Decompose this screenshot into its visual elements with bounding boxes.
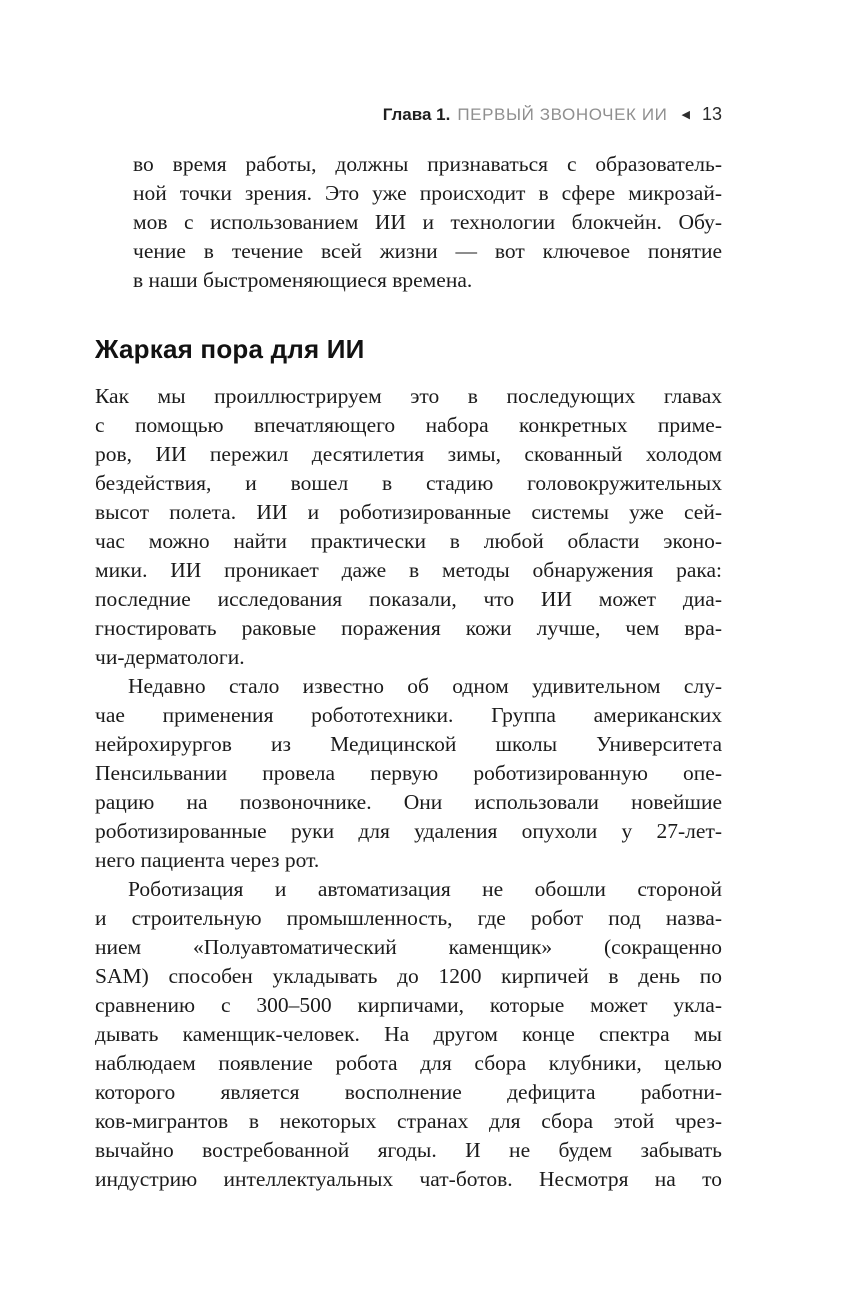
text-line: мов с использованием ИИ и технологии блокчейн. Обу- [133, 210, 722, 234]
text-line: час можно найти практически в любой области эконо- [95, 529, 722, 553]
text-line: наблюдаем появление робота для сбора клубники, целью [95, 1051, 722, 1075]
text-line: гностировать раковые поражения кожи лучше, чем вра- [95, 616, 722, 640]
text-line: бездействия, и вошел в стадию головокружительных [95, 471, 722, 495]
text-line: него пациента через рот. [95, 848, 320, 872]
text-line: нейрохирургов из Медицинской школы Университета [95, 732, 722, 756]
text-line: дывать каменщик-человек. На другом конце спектра мы [95, 1022, 722, 1046]
text-line: роботизированные руки для удаления опухоли у 27-лет- [95, 819, 722, 843]
text-line: индустрию интеллектуальных чат-ботов. Несмотря на то [95, 1167, 722, 1191]
chapter-label: Глава 1. [382, 104, 451, 124]
text-line: и строительную промышленность, где робот под назва- [95, 906, 722, 930]
text-line: чи-дерматологи. [95, 645, 245, 669]
text-line: ров, ИИ пережил десятилетия зимы, скованный холодом [95, 442, 722, 466]
text-line: мики. ИИ проникает даже в методы обнаружения рака: [95, 558, 722, 582]
body-text [95, 382, 722, 1194]
text-line: Как мы проиллюстрируем это в последующих главах [95, 384, 722, 408]
text-line: рацию на позвоночнике. Они использовали новейшие [95, 790, 722, 814]
text-line: Пенсильвании провела первую роботизированную опе- [95, 761, 722, 785]
paragraph [95, 875, 722, 1194]
page-header [95, 104, 722, 125]
text-line: Роботизация и автоматизация не обошли стороной [128, 877, 722, 901]
section-heading: Жаркая пора для ИИ [95, 334, 365, 364]
paragraph [95, 672, 722, 875]
text-line: ной точки зрения. Это уже происходит в сфере микрозай- [133, 181, 722, 205]
text-line: вычайно востребованной ягоды. И не будем забывать [95, 1138, 722, 1162]
text-line: чае применения робототехники. Группа американских [95, 703, 722, 727]
text-line: которого является восполнение дефицита работни- [95, 1080, 722, 1104]
text-line: ков-мигрантов в некоторых странах для сбора этой чрез- [95, 1109, 722, 1133]
text-line: высот полета. ИИ и роботизированные системы уже сей- [95, 500, 722, 524]
paragraph [95, 382, 722, 672]
chapter-title: ПЕРВЫЙ ЗВОНОЧЕК ИИ [457, 104, 668, 124]
text-line: во время работы, должны признаваться с образователь- [133, 152, 722, 176]
text-line: нием «Полуавтоматический каменщик» (сокращенно [95, 935, 722, 959]
page-number: 13 [701, 104, 722, 124]
left-triangle-icon: ◀ [681, 108, 690, 121]
text-line: последние исследования показали, что ИИ может диа- [95, 587, 722, 611]
text-line: с помощью впечатляющего набора конкретных приме- [95, 413, 722, 437]
continuation-paragraph [133, 150, 722, 295]
text-line: SAM) способен укладывать до 1200 кирпичей в день по [95, 964, 722, 988]
text-line: чение в течение всей жизни — вот ключевое понятие [133, 239, 722, 263]
text-line: в наши быстроменяющиеся времена. [133, 268, 473, 292]
text-line: сравнению с 300–500 кирпичами, которые может укла- [95, 993, 722, 1017]
text-line: Недавно стало известно об одном удивительном слу- [128, 674, 722, 698]
